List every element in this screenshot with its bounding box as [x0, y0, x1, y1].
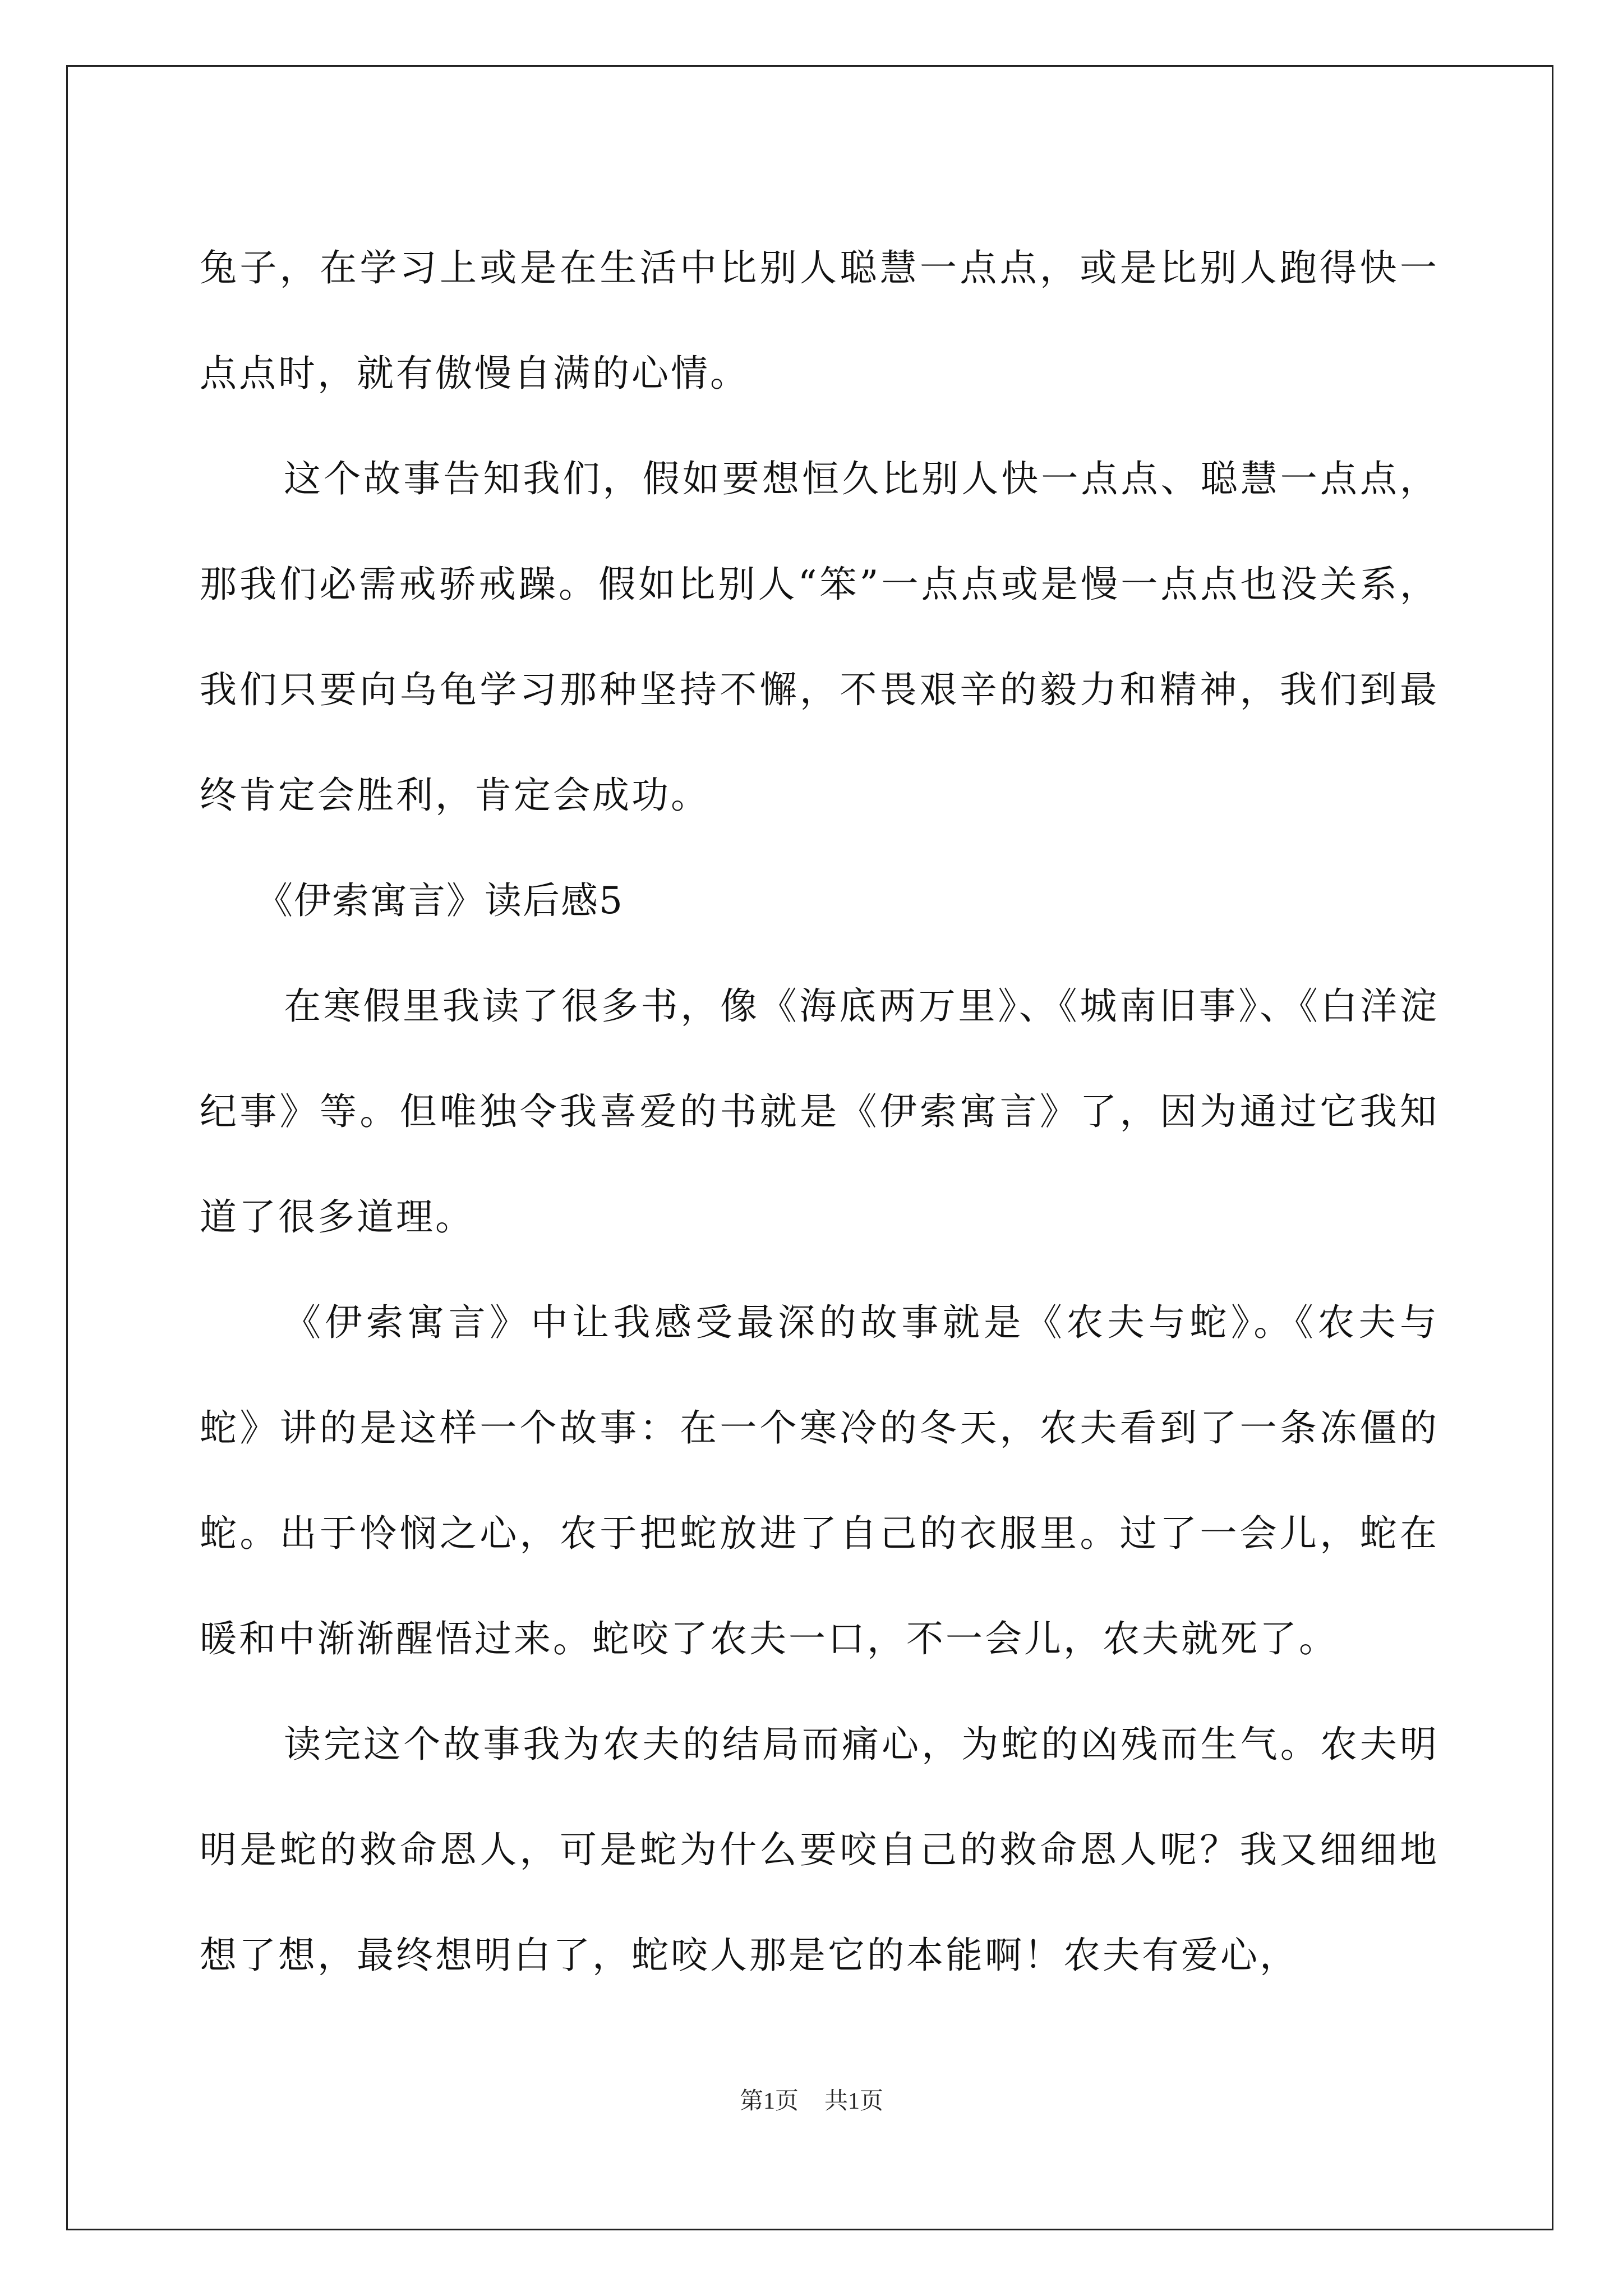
section-heading: 《伊索寓言》读后感5 [256, 879, 624, 922]
page-footer [0, 2082, 1623, 2116]
paragraph-3: 在寒假里我读了很多书，像《海底两万里》、《城南旧事》、《白洋淀纪事》等。但唯独令我喜爱的书就是《伊索寓言》了，因为通过它我知道了很多道理。 [200, 984, 1439, 1239]
document-body [200, 215, 1439, 2008]
paragraph-1: 兔子，在学习上或是在生活中比别人聪慧一点点，或是比别人跑得快一点点时，就有傲慢自满的心情。 [200, 246, 1439, 395]
page-number: 第1页 [739, 2088, 799, 2114]
paragraph-2: 这个故事告知我们，假如要想恒久比别人快一点点、聪慧一点点，那我们必需戒骄戒躁。假如比别人“笨”一点点或是慢一点点也没关系，我们只要向乌龟学习那种坚持不懈，不畏艰辛的毅力和精神，我们到最终肯定会胜利，肯定会成功。 [200, 457, 1439, 817]
paragraph-5: 读完这个故事我为农夫的结局而痛心，为蛇的凶残而生气。农夫明明是蛇的救命恩人，可是蛇为什么要咬自己的救命恩人呢？我又细细地想了想，最终想明白了，蛇咬人那是它的本能啊！农夫有爱心， [200, 1723, 1439, 1977]
page-total: 共1页 [824, 2088, 884, 2114]
paragraph-4: 《伊索寓言》中让我感受最深的故事就是《农夫与蛇》。《农夫与蛇》讲的是这样一个故事：在一个寒冷的冬天，农夫看到了一条冻僵的蛇。出于怜悯之心，农于把蛇放进了自己的衣服里。过了一会儿，蛇在暖和中渐渐醒悟过来。蛇咬了农夫一口，不一会儿，农夫就死了。 [200, 1301, 1439, 1660]
